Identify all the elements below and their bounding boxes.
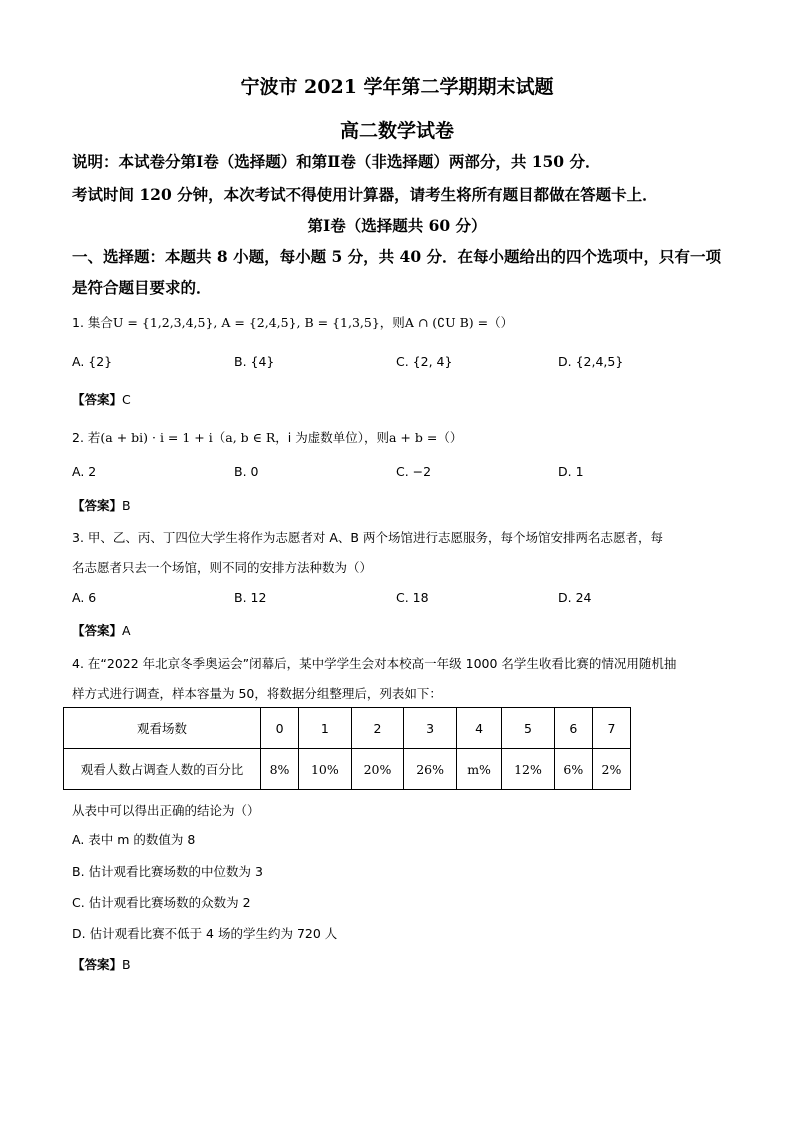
answer-label: 【答案】 [72, 957, 123, 972]
question-2 [72, 428, 752, 446]
q1-option-a: A. {2} [72, 354, 113, 369]
q1-option-c: C. {2, 4} [396, 354, 453, 369]
table-cell: 4 [456, 708, 501, 749]
section-instruction-line-1: 一、选择题：本题共 8 小题，每小题 5 分，共 40 分．在每小题给出的四个选项中，只有一项 [72, 247, 722, 266]
q2-target: a + b = [388, 430, 438, 445]
q2-answer-value: B [122, 498, 131, 513]
q1-option-d: D. {2,4,5} [558, 354, 624, 369]
q4-option-d: D. 估计观看比赛不低于 4 场的学生约为 720 人 [72, 926, 338, 941]
q2-option-a: A. 2 [72, 464, 97, 479]
q3-option-d: D. 24 [558, 590, 592, 605]
table-cell: 3 [404, 708, 457, 749]
q4-option-a: A. 表中 m 的数值为 8 [72, 832, 196, 847]
table-cell: 1 [299, 708, 352, 749]
instructions-line-2: 考试时间 120 分钟，本次考试不得使用计算器，请考生将所有题目都做在答题卡上． [72, 185, 658, 204]
answer-label: 【答案】 [72, 623, 123, 638]
table-cell: 20% [351, 749, 404, 790]
q2-equation: (a + bi) · i = 1 + i [100, 430, 213, 445]
table-row [64, 708, 631, 749]
table-cell: m% [456, 749, 501, 790]
table-cell: 5 [502, 708, 555, 749]
q3-option-a: A. 6 [72, 590, 97, 605]
table-cell: 7 [592, 708, 630, 749]
question-3-line-2: 名志愿者只去一个场馆，则不同的安排方法种数为（） [72, 560, 373, 575]
q3-answer [72, 621, 131, 639]
instructions-line-1: 说明：本试卷分第Ⅰ卷（选择题）和第Ⅱ卷（非选择题）两部分，共 150 分． [72, 152, 601, 171]
q4-answer-value: B [122, 957, 131, 972]
table-header-cell: 观看场数 [64, 708, 261, 749]
q4-conclusion-prompt: 从表中可以得出正确的结论为（） [72, 803, 260, 818]
q1-answer [72, 390, 131, 408]
q2-option-c: C. −2 [396, 464, 432, 479]
q2-option-b: B. 0 [234, 464, 259, 479]
q1-prefix: 1. 集合 [72, 315, 113, 330]
part1-heading: 第Ⅰ卷（选择题共 60 分） [307, 216, 487, 235]
q2-condition: a, b ∈ R [225, 430, 276, 445]
q4-option-b: B. 估计观看比赛场数的中位数为 3 [72, 864, 263, 879]
q2-option-d: D. 1 [558, 464, 584, 479]
question-4-line-1: 4. 在“2022 年北京冬季奥运会”闭幕后，某中学学生会对本校高一年级 1000 名学生收看比赛的情况用随机抽 [72, 656, 677, 671]
question-4-line-2: 样方式进行调查，样本容量为 50，将数据分组整理后，列表如下： [72, 686, 442, 701]
q2-mid: （ [212, 430, 226, 445]
q2-answer [72, 496, 131, 514]
q3-option-c: C. 18 [396, 590, 429, 605]
q2-suffix: ，i 为虚数单位），则 [275, 430, 389, 445]
table-cell: 6% [554, 749, 592, 790]
answer-label: 【答案】 [72, 498, 123, 513]
table-cell: 8% [261, 749, 299, 790]
table-cell: 6 [554, 708, 592, 749]
q4-answer [72, 955, 131, 973]
q3-option-b: B. 12 [234, 590, 267, 605]
q1-sets-expression: U = {1,2,3,4,5}, A = {2,4,5}, B = {1,3,5} [112, 315, 380, 330]
table-cell: 10% [299, 749, 352, 790]
q1-option-b: B. {4} [234, 354, 275, 369]
q2-end: （） [437, 430, 463, 445]
question-3-line-1: 3. 甲、乙、丙、丁四位大学生将作为志愿者对 A、B 两个场馆进行志愿服务，每个场馆安排两名志愿者，每 [72, 530, 663, 545]
q1-suffix: （） [488, 315, 514, 330]
q2-prefix: 2. 若 [72, 430, 101, 445]
answer-label: 【答案】 [72, 392, 123, 407]
q3-answer-value: A [122, 623, 131, 638]
table-header-cell: 观看人数占调查人数的百分比 [64, 749, 261, 790]
table-cell: 26% [404, 749, 457, 790]
exam-title: 宁波市 2021 学年第二学期期末试题 [240, 76, 554, 98]
section-instruction-line-2: 是符合题目要求的． [72, 278, 212, 297]
table-cell: 0 [261, 708, 299, 749]
table-cell: 12% [502, 749, 555, 790]
q1-mid: ，则 [379, 315, 405, 330]
viewing-data-table [63, 707, 631, 790]
table-row [64, 749, 631, 790]
q1-answer-value: C [122, 392, 131, 407]
exam-subtitle: 高二数学试卷 [339, 120, 454, 142]
q1-target-expression: A ∩ (∁U B) = [404, 315, 489, 330]
q4-option-c: C. 估计观看比赛场数的众数为 2 [72, 895, 251, 910]
table-cell: 2% [592, 749, 630, 790]
table-cell: 2 [351, 708, 404, 749]
question-1 [72, 313, 752, 331]
